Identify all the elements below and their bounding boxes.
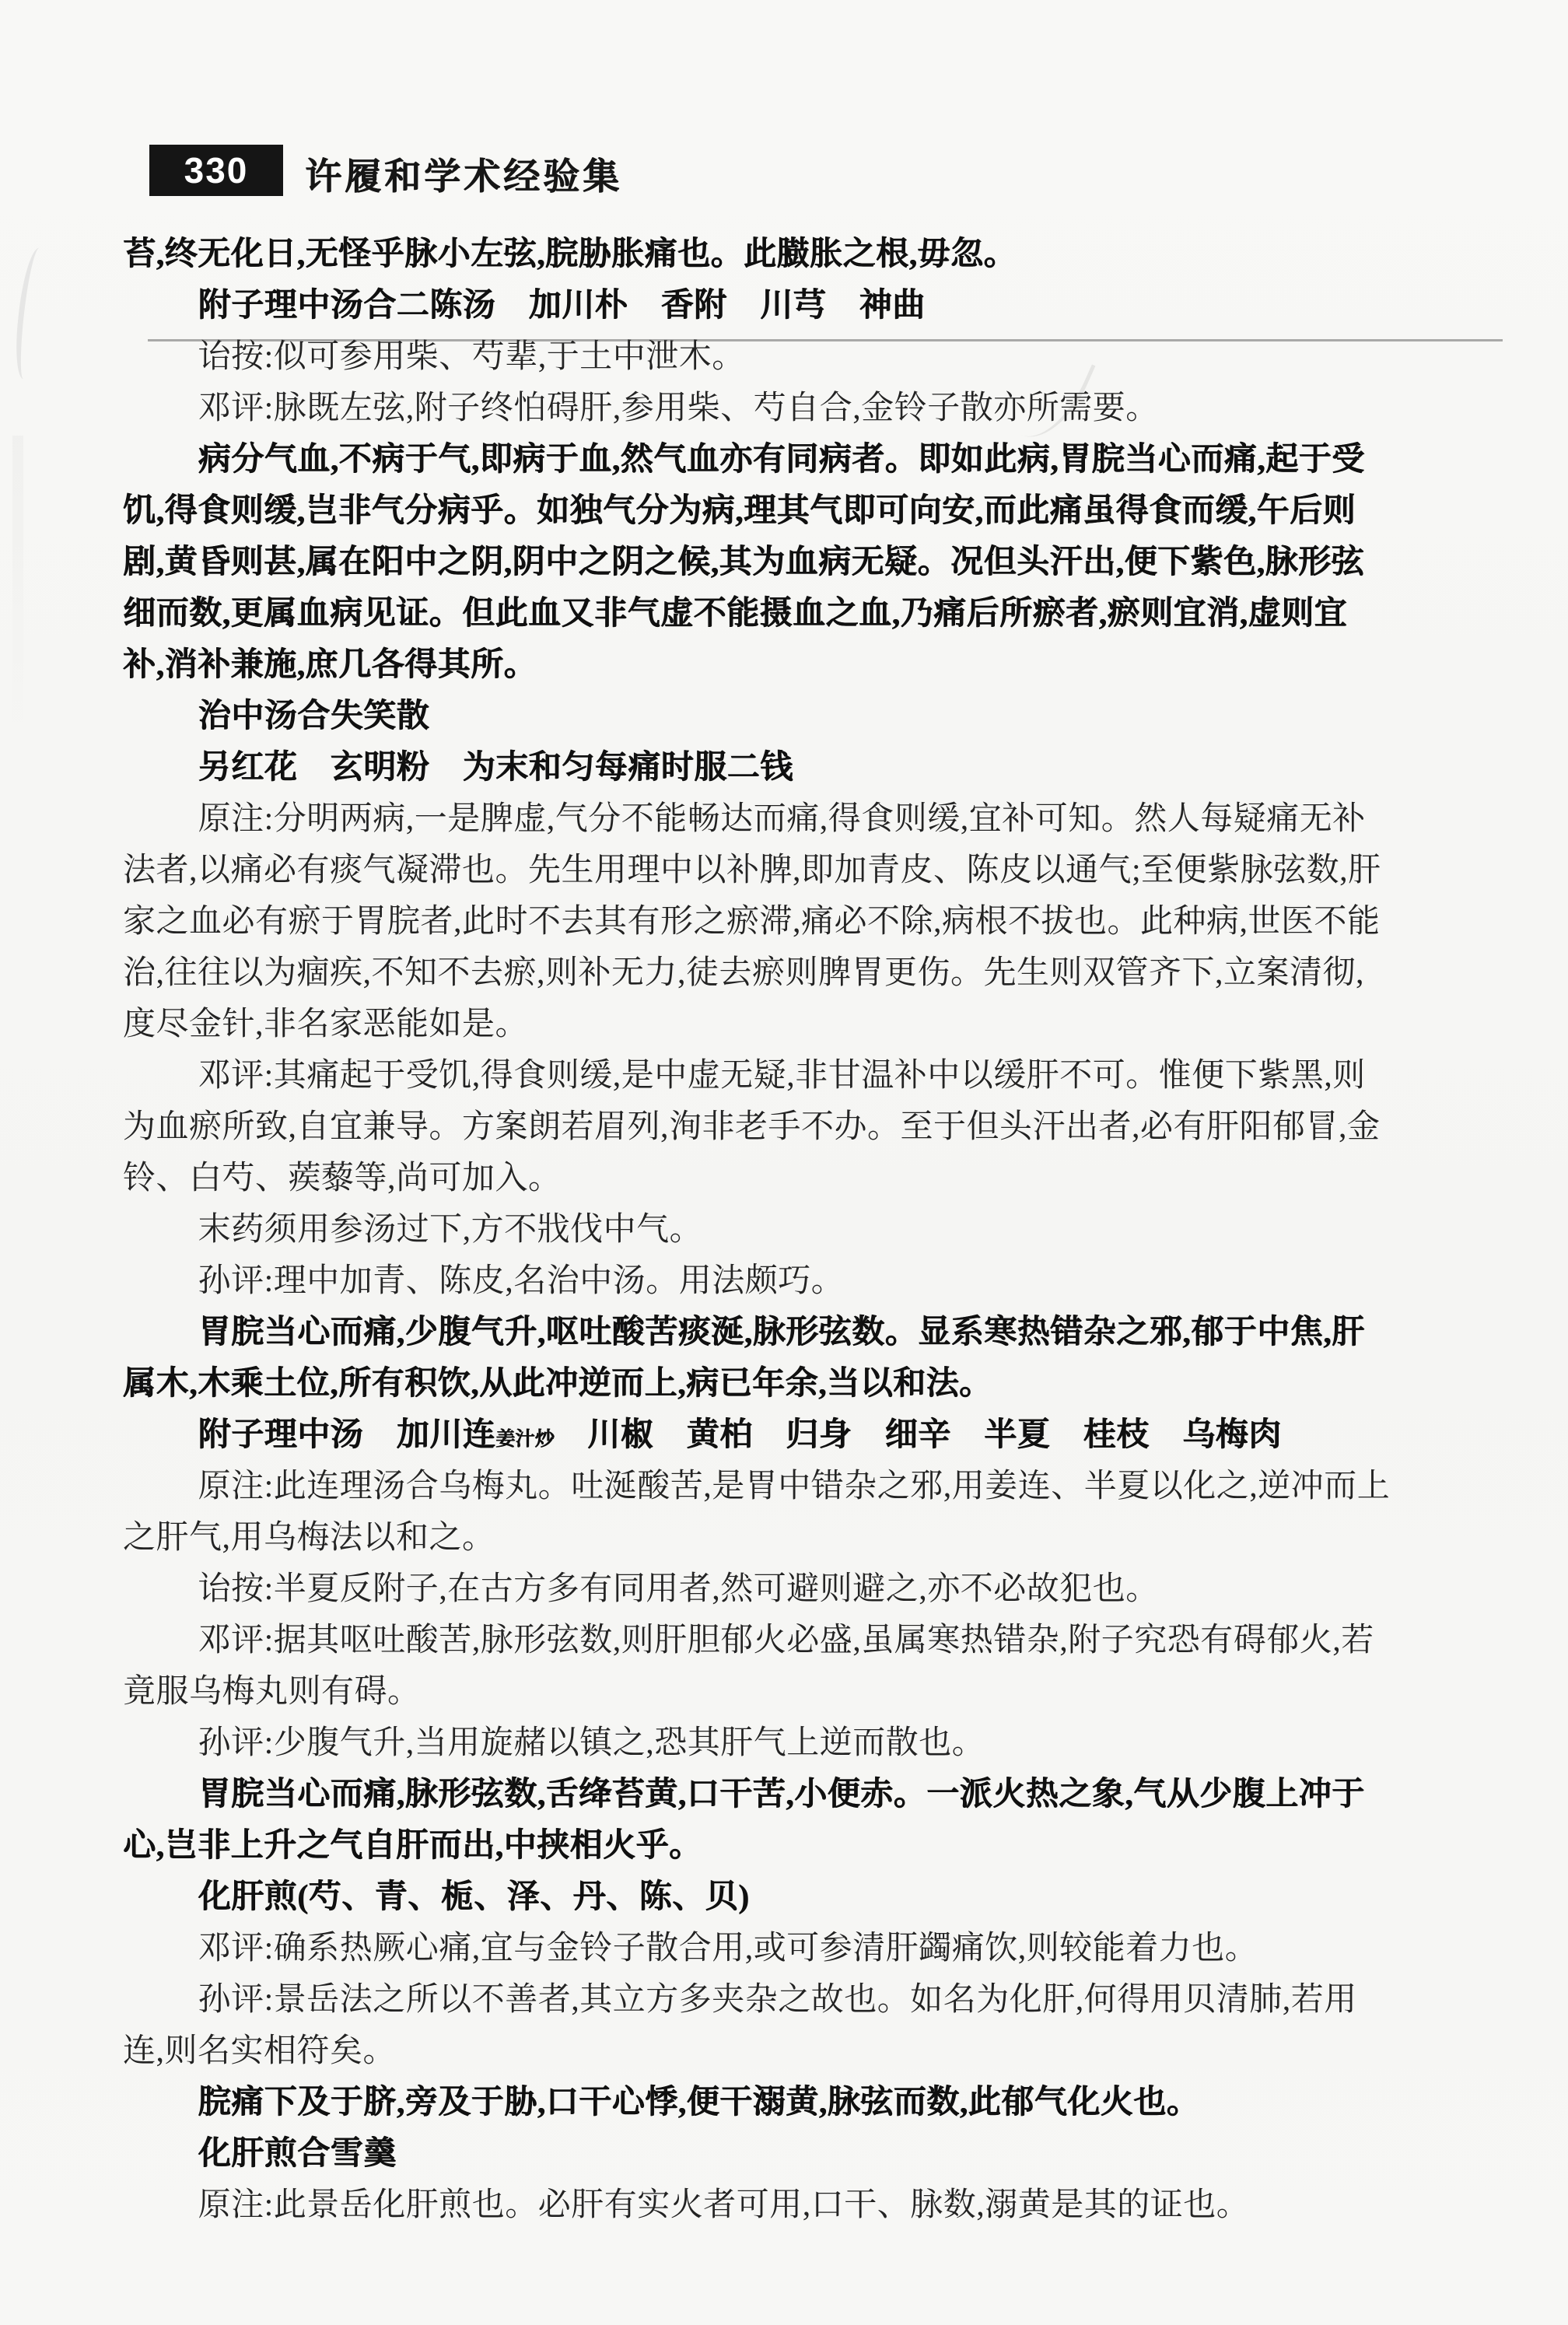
- text-line: 饥,得食则缓,岂非气分病乎。如独气分为病,理其气即可向安,而此痛虽得食而缓,午后则: [123, 493, 1356, 529]
- text-line: 原注:分明两病,一是脾虚,气分不能畅达而痛,得食则缓,宜补可知。然人每疑痛无补: [198, 801, 1366, 837]
- text-line: 化肝煎合雪羹: [198, 2136, 397, 2172]
- text-line: 胃脘当心而痛,少腹气升,呕吐酸苦痰涎,脉形弦数。显系寒热错杂之邪,郁于中焦,肝: [198, 1315, 1365, 1350]
- text-line: 治,往往以为痼疾,不知不去瘀,则补无力,徒去瘀则脾胃更伤。先生则双管齐下,立案清彻,: [123, 955, 1365, 991]
- inline-preparation-note: 姜汁炒: [495, 1429, 555, 1450]
- text-line: 原注:此连理汤合乌梅丸。吐涎酸苦,是胃中错杂之邪,用姜连、半夏以化之,逆冲而上: [198, 1469, 1391, 1504]
- page-number: 330: [184, 150, 249, 191]
- text-line: 孙评:少腹气升,当用旋赭以镇之,恐其肝气上逆而散也。: [198, 1725, 985, 1761]
- text-line: 细而数,更属血病见证。但此血又非气虚不能摄血之血,乃痛后所瘀者,瘀则宜消,虚则宜: [123, 596, 1348, 632]
- scan-artifact: [12, 436, 23, 762]
- text-line: 邓评:脉既左弦,附子终怕碍肝,参用柴、芍自合,金铃子散亦所需要。: [198, 390, 1159, 426]
- text-line: 铃、白芍、蒺藜等,尚可加入。: [123, 1161, 562, 1196]
- text-line: 另红花 玄明粉 为末和匀每痛时服二钱: [198, 750, 793, 786]
- scan-artifact: [12, 247, 51, 381]
- book-title: 许履和学术经验集: [305, 157, 622, 198]
- text-line: 诒按:似可参用柴、芍辈,于土中泄木。: [198, 339, 745, 375]
- text-line: 连,则名实相符矣。: [123, 2033, 397, 2069]
- text-line: 附子理中汤 加川连姜汁炒 川椒 黄柏 归身 细辛 半夏 桂枝 乌梅肉: [198, 1417, 1282, 1453]
- text-line: 为血瘀所致,自宜兼导。方案朗若眉列,洵非老手不办。至于但头汗出者,必有肝阳郁冒,金: [123, 1109, 1381, 1145]
- text-line: 心,岂非上升之气自肝而出,中挟相火乎。: [123, 1828, 702, 1864]
- text-line: 治中汤合失笑散: [198, 699, 430, 734]
- page-body: [123, 229, 1450, 2231]
- page-number-badge: [149, 145, 283, 196]
- text-line: 邓评:确系热厥心痛,宜与金铃子散合用,或可参清肝蠲痛饮,则较能着力也。: [198, 1931, 1258, 1966]
- text-line: 孙评:景岳法之所以不善者,其立方多夹杂之故也。如名为化肝,何得用贝清肺,若用: [198, 1982, 1357, 2018]
- text-line: 邓评:其痛起于受饥,得食则缓,是中虚无疑,非甘温补中以缓肝不可。惟便下紫黑,则: [198, 1058, 1366, 1094]
- text-line: 脘痛下及于脐,旁及于胁,口干心悸,便干溺黄,脉弦而数,此郁气化火也。: [198, 2085, 1200, 2120]
- text-line: 病分气血,不病于气,即病于血,然气血亦有同病者。即如此病,胃脘当心而痛,起于受: [198, 442, 1365, 478]
- text-line: 补,消补兼施,庶几各得其所。: [123, 647, 537, 683]
- text-line: 属木,木乘土位,所有积饮,从此冲逆而上,病已年余,当以和法。: [123, 1366, 992, 1402]
- text-line: 附子理中汤合二陈汤 加川朴 香附 川芎 神曲: [198, 288, 926, 324]
- text-line: 原注:此景岳化肝煎也。必肝有实火者可用,口干、脉数,溺黄是其的证也。: [198, 2187, 1250, 2223]
- text-line: 度尽金针,非名家恶能如是。: [123, 1007, 529, 1042]
- text-line: 剧,黄昏则甚,属在阳中之阴,阴中之阴之候,其为血病无疑。况但头汗出,便下紫色,脉形弦: [123, 544, 1365, 580]
- text-line: 胃脘当心而痛,脉形弦数,舌绛苔黄,口干苦,小便赤。一派火热之象,气从少腹上冲于: [198, 1777, 1365, 1812]
- text-line: 法者,以痛必有痰气凝滞也。先生用理中以补脾,即加青皮、陈皮以通气;至便紫脉弦数,肝: [123, 853, 1381, 888]
- text-line: 末药须用参汤过下,方不戕伐中气。: [198, 1212, 703, 1248]
- page-header: [148, 143, 1501, 198]
- text-line: 邓评:据其呕吐酸苦,脉形弦数,则肝胆郁火必盛,虽属寒热错杂,附子究恐有碍郁火,若: [198, 1623, 1374, 1658]
- text-line: 竟服乌梅丸则有碍。: [123, 1674, 421, 1710]
- text-line: 苔,终无化日,无怪乎脉小左弦,脘胁胀痛也。此臌胀之根,毋忽。: [123, 236, 1017, 272]
- text-line: 化肝煎(芍、青、栀、泽、丹、陈、贝): [198, 1879, 750, 1915]
- text-line: 之肝气,用乌梅法以和之。: [123, 1520, 495, 1556]
- text-line: 孙评:理中加青、陈皮,名治中汤。用法颇巧。: [198, 1263, 845, 1299]
- text-line: 诒按:半夏反附子,在古方多有同用者,然可避则避之,亦不必故犯也。: [198, 1571, 1159, 1607]
- text-line: 家之血必有瘀于胃脘者,此时不去其有形之瘀滞,痛必不除,病根不拔也。此种病,世医不能: [123, 904, 1381, 940]
